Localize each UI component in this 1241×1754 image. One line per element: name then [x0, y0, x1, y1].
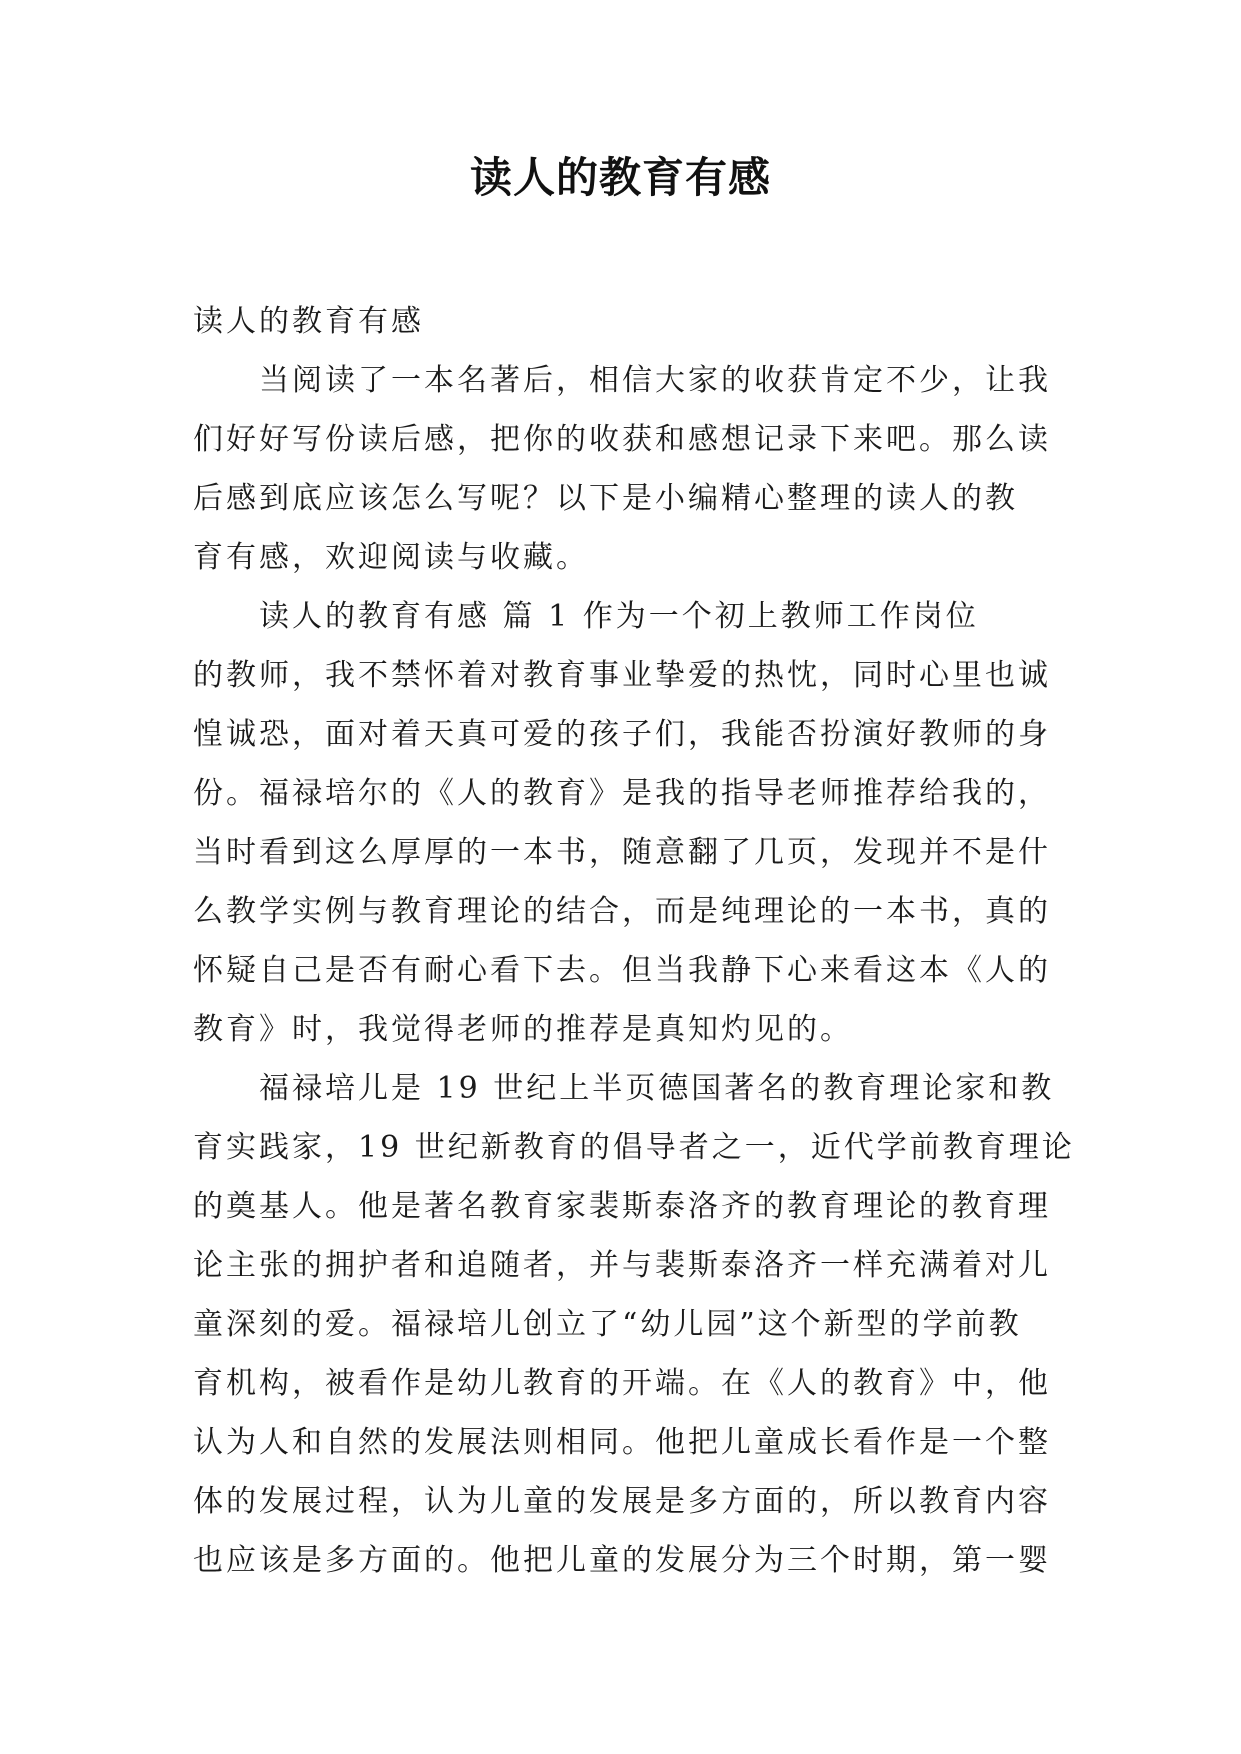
- text-line: 读人的教育有感: [193, 304, 424, 339]
- text-line: 也应该是多方面的。他把儿童的发展分为三个时期，第一婴: [193, 1543, 1051, 1578]
- text-line: 们好好写份读后感，把你的收获和感想记录下来吧。那么读: [193, 422, 1051, 457]
- text-line: 的教师，我不禁怀着对教育事业挚爱的热忱，同时心里也诚: [193, 658, 1051, 693]
- text-line: 福禄培儿是 19 世纪上半页德国著名的教育理论家和教: [259, 1071, 1055, 1106]
- text-line: 认为人和自然的发展法则相同。他把儿童成长看作是一个整: [193, 1425, 1051, 1460]
- text-line: 的奠基人。他是著名教育家裴斯泰洛齐的教育理论的教育理: [193, 1189, 1051, 1224]
- text-line: 份。福禄培尔的《人的教育》是我的指导老师推荐给我的，: [193, 776, 1051, 811]
- text-line: 后感到底应该怎么写呢？以下是小编精心整理的读人的教: [193, 481, 1018, 516]
- document-body: [193, 292, 1075, 1590]
- text-line: 育有感，欢迎阅读与收藏。: [193, 540, 589, 575]
- document-title: 读人的教育有感: [469, 153, 771, 202]
- text-line: 教育》时，我觉得老师的推荐是真知灼见的。: [193, 1012, 853, 1047]
- text-line: 论主张的拥护者和追随者，并与裴斯泰洛齐一样充满着对儿: [193, 1248, 1051, 1283]
- text-line: 当时看到这么厚厚的一本书，随意翻了几页，发现并不是什: [193, 835, 1051, 870]
- text-line: 惶诚恐，面对着天真可爱的孩子们，我能否扮演好教师的身: [193, 717, 1051, 752]
- text-line: 育机构，被看作是幼儿教育的开端。在《人的教育》中，他: [193, 1366, 1051, 1401]
- text-line: 童深刻的爱。福禄培儿创立了“幼儿园”这个新型的学前教: [193, 1307, 1022, 1342]
- text-line: 体的发展过程，认为儿童的发展是多方面的，所以教育内容: [193, 1484, 1051, 1519]
- text-line: 怀疑自己是否有耐心看下去。但当我静下心来看这本《人的: [193, 953, 1051, 988]
- text-line: 读人的教育有感 篇 1 作为一个初上教师工作岗位: [259, 599, 979, 634]
- text-line: 么教学实例与教育理论的结合，而是纯理论的一本书，真的: [193, 894, 1051, 929]
- text-line: 育实践家，19 世纪新教育的倡导者之一，近代学前教育理论: [193, 1130, 1075, 1165]
- text-line: 当阅读了一本名著后，相信大家的收获肯定不少，让我: [259, 363, 1051, 398]
